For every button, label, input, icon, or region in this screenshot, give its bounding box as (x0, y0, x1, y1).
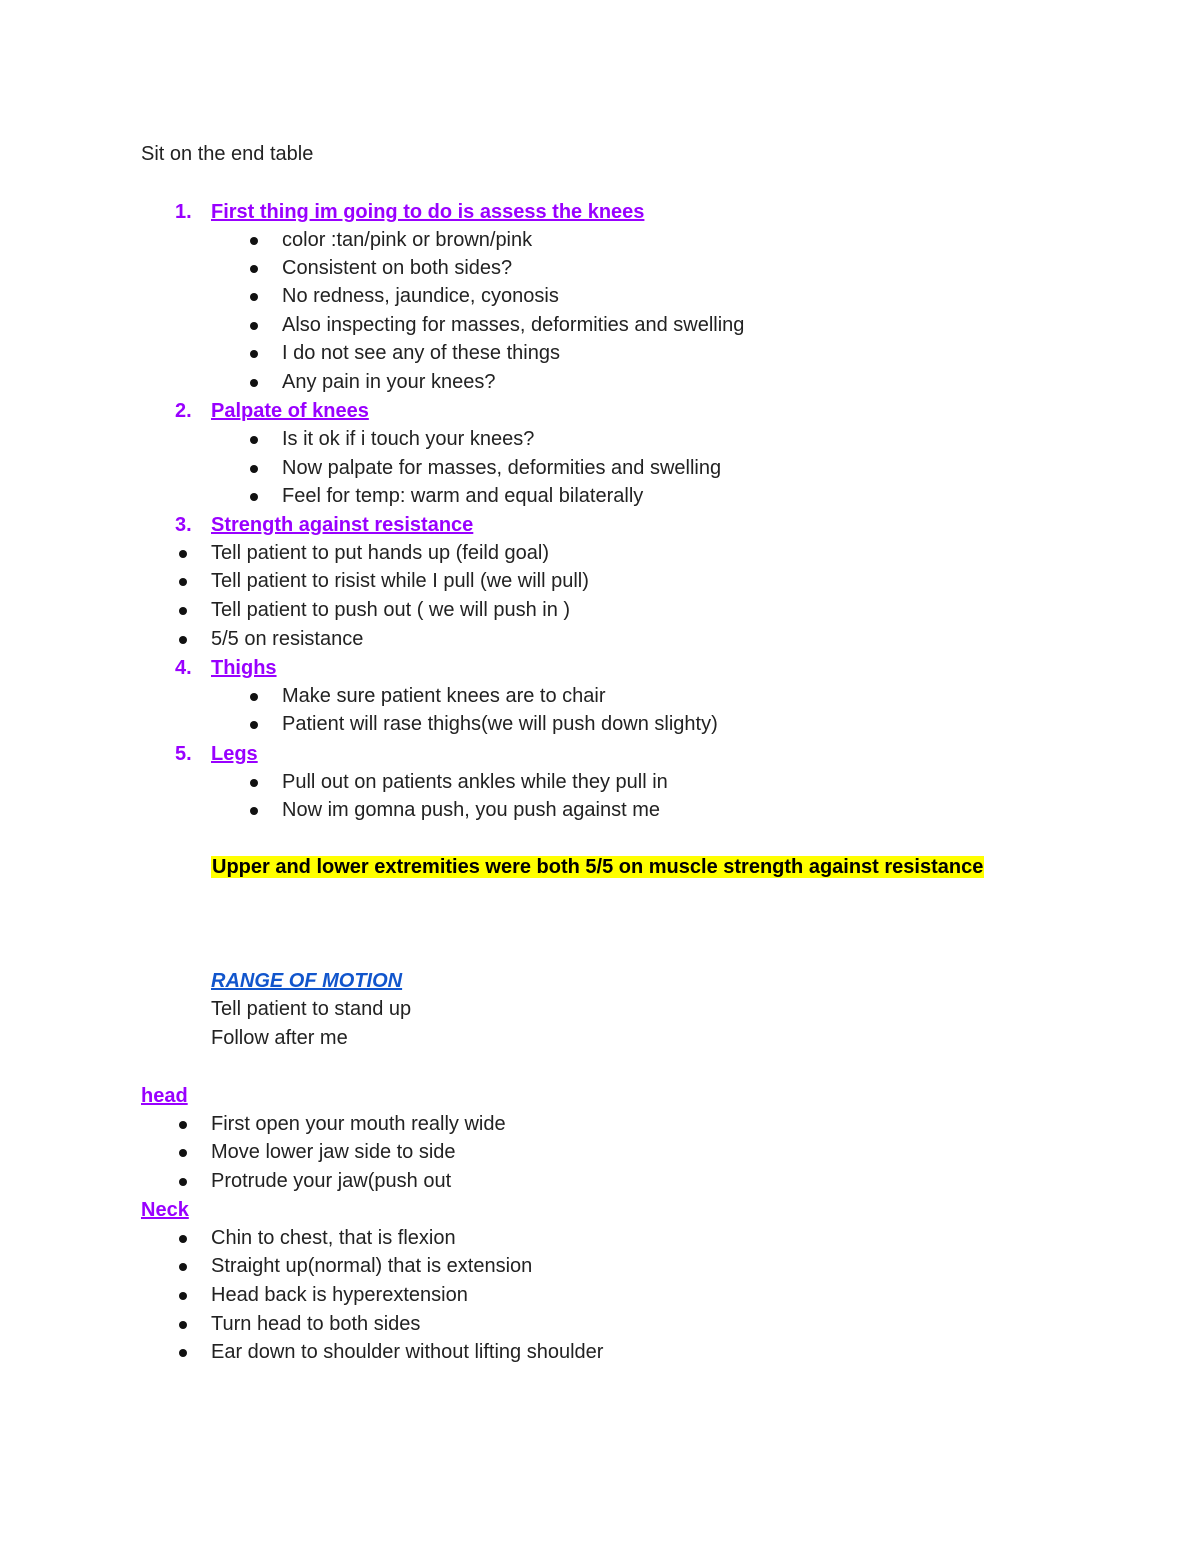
rom-text: Tell patient to stand up (211, 998, 412, 1020)
bullet-icon (179, 1349, 187, 1357)
section-heading: Palpate of knees (211, 400, 369, 422)
section-heading: First thing im going to do is assess the knees (211, 201, 645, 223)
highlighted-summary: Upper and lower extremities were both 5/5 on muscle strength against resistance (212, 856, 984, 878)
list-item: I do not see any of these things (282, 342, 560, 364)
intro-text: Sit on the end table (141, 143, 314, 165)
bullet-icon (250, 465, 258, 473)
list-item: Pull out on patients ankles while they pull in (282, 771, 668, 793)
list-item: Head back is hyperextension (211, 1284, 468, 1306)
bullet-icon (250, 379, 258, 387)
list-item: Straight up(normal) that is extension (211, 1255, 533, 1277)
list-item: Move lower jaw side to side (211, 1141, 456, 1163)
range-of-motion-heading: RANGE OF MOTION (211, 970, 403, 992)
bullet-icon (250, 493, 258, 501)
list-item: First open your mouth really wide (211, 1113, 506, 1135)
summary-line (211, 855, 984, 879)
section-heading: Strength against resistance (211, 514, 474, 536)
list-item: Patient will rase thighs(we will push down slighty) (282, 713, 718, 735)
bullet-icon (250, 322, 258, 330)
list-item: 5/5 on resistance (211, 628, 364, 650)
bullet-icon (250, 693, 258, 701)
section-number: 5. (175, 743, 192, 765)
bullet-icon (179, 1149, 187, 1157)
section-number: 2. (175, 400, 192, 422)
section-number: 1. (175, 201, 192, 223)
bullet-icon (250, 807, 258, 815)
bullet-icon (179, 1321, 187, 1329)
list-item: Tell patient to risist while I pull (we will pull) (211, 570, 589, 592)
bullet-icon (179, 578, 187, 586)
list-item: Any pain in your knees? (282, 371, 496, 393)
section-heading: Thighs (211, 657, 277, 679)
bullet-icon (250, 293, 258, 301)
list-item: Tell patient to push out ( we will push in ) (211, 599, 571, 621)
bullet-icon (179, 1263, 187, 1271)
neck-heading: Neck (141, 1199, 189, 1221)
section-number: 3. (175, 514, 192, 536)
list-item: Consistent on both sides? (282, 257, 513, 279)
bullet-icon (250, 721, 258, 729)
head-heading: head (141, 1085, 188, 1107)
section-heading: Legs (211, 743, 258, 765)
list-item: Turn head to both sides (211, 1313, 421, 1335)
list-item: Also inspecting for masses, deformities and swelling (282, 314, 745, 336)
bullet-icon (179, 636, 187, 644)
bullet-icon (250, 237, 258, 245)
bullet-icon (179, 550, 187, 558)
bullet-icon (179, 1121, 187, 1129)
list-item: Make sure patient knees are to chair (282, 685, 606, 707)
bullet-icon (179, 1235, 187, 1243)
list-item: Now palpate for masses, deformities and swelling (282, 457, 722, 479)
list-item: Feel for temp: warm and equal bilaterally (282, 485, 644, 507)
list-item: Protrude your jaw(push out (211, 1170, 452, 1192)
list-item: color :tan/pink or brown/pink (282, 229, 533, 251)
bullet-icon (250, 779, 258, 787)
rom-text: Follow after me (211, 1027, 348, 1049)
list-item: Chin to chest, that is flexion (211, 1227, 456, 1249)
list-item: Ear down to shoulder without lifting shoulder (211, 1341, 604, 1363)
bullet-icon (179, 607, 187, 615)
list-item: No redness, jaundice, cyonosis (282, 285, 559, 307)
bullet-icon (179, 1292, 187, 1300)
bullet-icon (179, 1178, 187, 1186)
list-item: Tell patient to put hands up (feild goal) (211, 542, 549, 564)
section-number: 4. (175, 657, 192, 679)
bullet-icon (250, 350, 258, 358)
list-item: Now im gomna push, you push against me (282, 799, 660, 821)
list-item: Is it ok if i touch your knees? (282, 428, 535, 450)
bullet-icon (250, 436, 258, 444)
bullet-icon (250, 265, 258, 273)
